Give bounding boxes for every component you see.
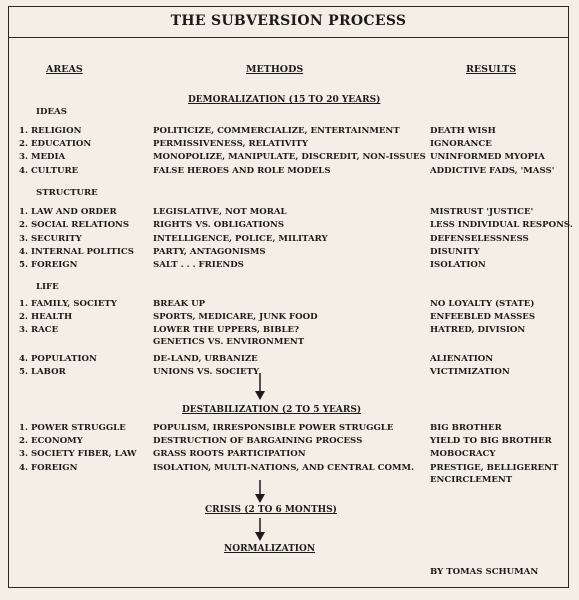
life-method: LOWER THE UPPERS, BIBLE? — [153, 325, 300, 336]
life-area: 2. HEALTH — [19, 312, 73, 323]
structure-area: 2. SOCIAL RELATIONS — [19, 220, 130, 231]
life-area: 1. FAMILY, SOCIETY — [19, 299, 117, 309]
structure-result: ISOLATION — [430, 260, 486, 271]
life-area: 3. RACE — [19, 325, 59, 336]
ideas-method: MONOPOLIZE, MANIPULATE, DISCREDIT, NON-ISSUES — [153, 152, 426, 163]
phase-crisis: CRISIS (2 TO 6 MONTHS) — [205, 505, 337, 515]
life-method-line2: GENETICS VS. ENVIRONMENT — [153, 337, 305, 348]
ideas-result: IGNORANCE — [430, 139, 492, 150]
group-ideas: IDEAS — [36, 107, 67, 117]
group-structure: STRUCTURE — [36, 188, 98, 198]
destab-method: POPULISM, IRRESPONSIBLE POWER STRUGGLE — [153, 423, 394, 433]
life-method: UNIONS VS. SOCIETY — [153, 366, 260, 377]
ideas-area: 4. CULTURE — [19, 165, 79, 176]
ideas-method: POLITICIZE, COMMERCIALIZE, ENTERTAINMENT — [153, 126, 400, 136]
ideas-area: 1. RELIGION — [19, 126, 82, 136]
destab-method: GRASS ROOTS PARTICIPATION — [153, 449, 306, 460]
destab-area: 3. SOCIETY FIBER, LAW — [19, 449, 137, 460]
structure-result: DISUNITY — [430, 246, 480, 257]
phase-destabilization: DESTABILIZATION (2 TO 5 YEARS) — [182, 405, 362, 415]
structure-area: 1. LAW AND ORDER — [19, 207, 117, 217]
life-method: SPORTS, MEDICARE, JUNK FOOD — [153, 312, 318, 323]
group-life: LIFE — [36, 282, 59, 292]
destab-result-line2: ENCIRCLEMENT — [430, 474, 513, 485]
destab-area: 4. FOREIGN — [19, 462, 78, 473]
life-method: DE-LAND, URBANIZE — [153, 353, 258, 364]
structure-method: PARTY, ANTAGONISMS — [153, 246, 266, 257]
structure-method: INTELLIGENCE, POLICE, MILITARY — [153, 233, 328, 244]
ideas-result: UNINFORMED MYOPIA — [430, 152, 545, 163]
life-result: NO LOYALTY (STATE) — [430, 299, 535, 309]
life-result: HATRED, DIVISION — [430, 325, 526, 336]
life-result: ENFEEBLED MASSES — [430, 312, 536, 323]
destab-result: BIG BROTHER — [430, 423, 502, 433]
structure-result: LESS INDIVIDUAL RESPONS. — [430, 220, 573, 231]
phase-demoralization: DEMORALIZATION (15 TO 20 YEARS) — [188, 95, 381, 105]
ideas-area: 2. EDUCATION — [19, 139, 92, 150]
header-results: RESULTS — [466, 64, 517, 75]
document-title: THE SUBVERSION PROCESS — [8, 6, 569, 38]
destab-method: DESTRUCTION OF BARGAINING PROCESS — [153, 436, 363, 447]
arrow-down-icon — [253, 480, 267, 504]
ideas-method: FALSE HEROES AND ROLE MODELS — [153, 165, 331, 176]
life-area: 4. POPULATION — [19, 353, 97, 364]
structure-result: MISTRUST 'JUSTICE' — [430, 207, 534, 217]
destab-result: MOBOCRACY — [430, 449, 496, 460]
structure-method: SALT . . . FRIENDS — [153, 260, 244, 271]
structure-area: 4. INTERNAL POLITICS — [19, 246, 134, 257]
structure-area: 3. SECURITY — [19, 233, 82, 244]
structure-area: 5. FOREIGN — [19, 260, 78, 271]
destab-area: 1. POWER STRUGGLE — [19, 423, 126, 433]
destab-result: PRESTIGE, BELLIGERENT — [430, 462, 559, 473]
structure-method: LEGISLATIVE, NOT MORAL — [153, 207, 287, 217]
life-result: VICTIMIZATION — [430, 366, 510, 377]
life-area: 5. LABOR — [19, 366, 66, 377]
life-result: ALIENATION — [430, 353, 494, 364]
author-credit: BY TOMAS SCHUMAN — [430, 567, 539, 577]
ideas-result: ADDICTIVE FADS, 'MASS' — [430, 165, 555, 176]
ideas-method: PERMISSIVENESS, RELATIVITY — [153, 139, 309, 150]
ideas-area: 3. MEDIA — [19, 152, 66, 163]
destab-method: ISOLATION, MULTI-NATIONS, AND CENTRAL COMM. — [153, 462, 414, 473]
life-method: BREAK UP — [153, 299, 206, 309]
phase-normalization: NORMALIZATION — [224, 544, 316, 554]
header-methods: METHODS — [246, 64, 304, 75]
header-areas: AREAS — [46, 64, 83, 75]
structure-method: RIGHTS VS. OBLIGATIONS — [153, 220, 285, 231]
arrow-down-icon — [253, 518, 267, 542]
destab-area: 2. ECONOMY — [19, 436, 83, 447]
arrow-down-icon — [253, 373, 267, 401]
ideas-result: DEATH WISH — [430, 126, 496, 136]
structure-result: DEFENSELESSNESS — [430, 233, 529, 244]
destab-result: YIELD TO BIG BROTHER — [430, 436, 552, 447]
